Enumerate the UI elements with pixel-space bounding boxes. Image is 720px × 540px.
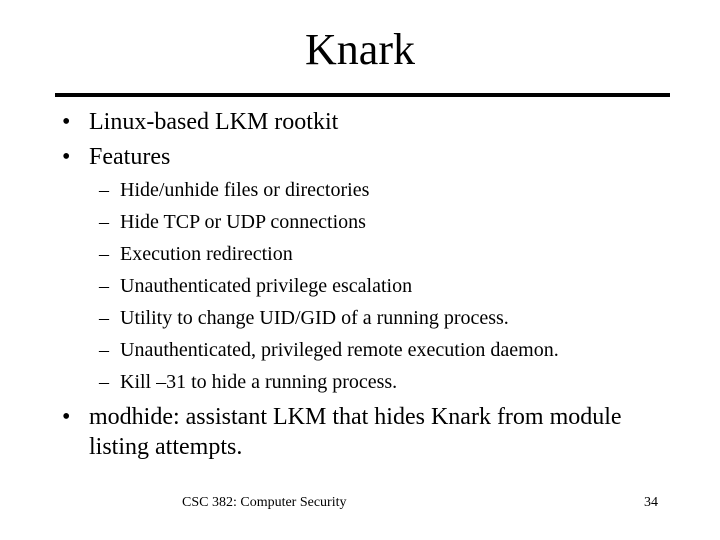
dash-icon: – <box>99 179 109 201</box>
slide-title: Knark <box>305 25 415 74</box>
feature-text: Execution redirection <box>120 243 293 265</box>
feature-text: Unauthenticated, privileged remote execution daemon. <box>120 339 559 361</box>
bullet-icon: • <box>62 109 71 135</box>
bullet-text: Features <box>89 144 171 170</box>
dash-icon: – <box>99 275 109 297</box>
page-number: 34 <box>644 495 658 510</box>
feature-text: Unauthenticated privilege escalation <box>120 275 413 297</box>
feature-text: Hide TCP or UDP connections <box>120 211 366 233</box>
feature-text: Hide/unhide files or directories <box>120 179 370 201</box>
bullet-text: Linux-based LKM rootkit <box>89 109 339 135</box>
dash-icon: – <box>99 307 109 329</box>
footer-course: CSC 382: Computer Security <box>182 495 347 510</box>
dash-icon: – <box>99 371 109 393</box>
dash-icon: – <box>99 211 109 233</box>
title-divider <box>55 93 670 97</box>
modhide-text: modhide: assistant LKM that hides Knark from module listing attempts. <box>89 404 622 460</box>
bullet-icon: • <box>62 144 71 170</box>
feature-text: Utility to change UID/GID of a running process. <box>120 307 509 329</box>
feature-text: Kill –31 to hide a running process. <box>120 371 398 393</box>
dash-icon: – <box>99 339 109 361</box>
dash-icon: – <box>99 243 109 265</box>
bullet-icon: • <box>62 404 71 430</box>
